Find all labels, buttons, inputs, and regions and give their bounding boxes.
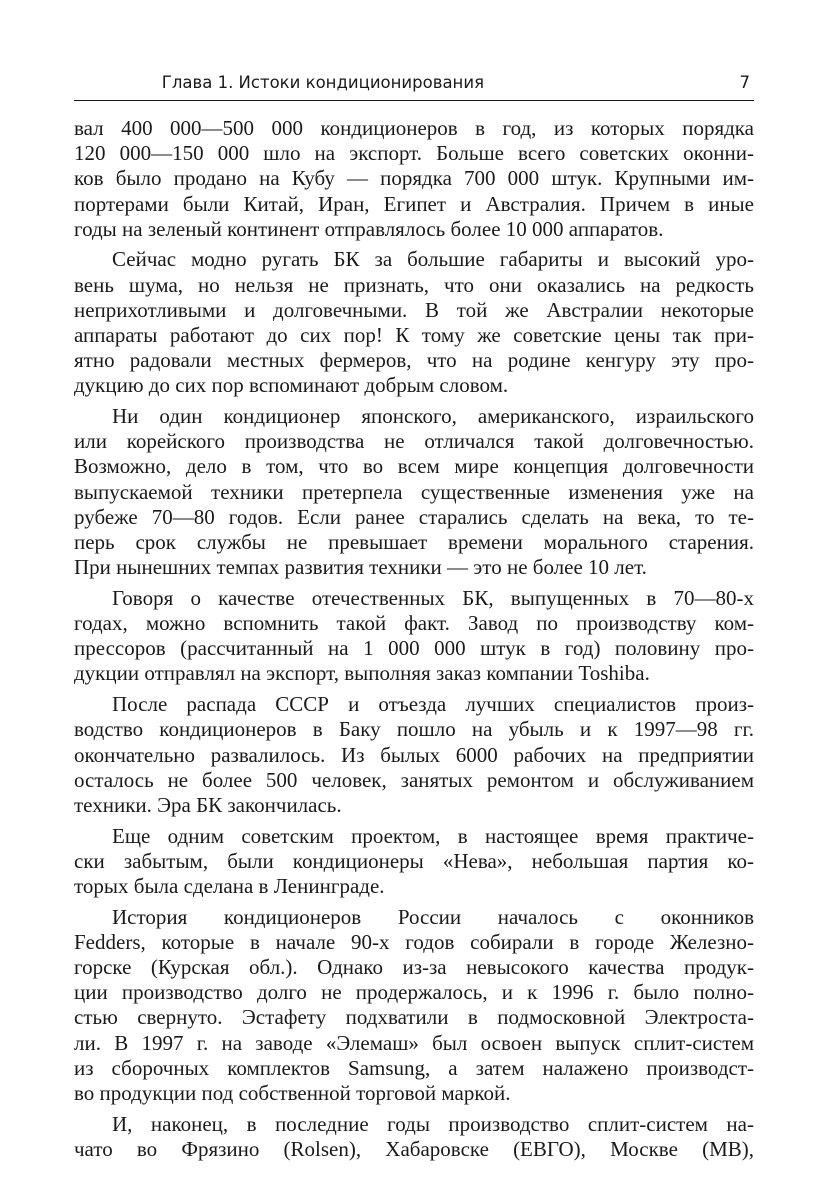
text-line: ции производство долго не продержалось, и к 1996 г. было полно- bbox=[74, 980, 754, 1005]
text-line: При нынешних темпах развития техники — это не более 10 лет. bbox=[74, 555, 647, 580]
paragraph bbox=[74, 247, 754, 398]
text-line: осталось не более 500 человек, занятых ремонтом и обслуживанием bbox=[74, 767, 754, 792]
text-line: техники. Эра БК закончилась. bbox=[74, 792, 342, 817]
text-line: чато во Фрязино (Rolsen), Хабаровске (ЕВГО), Москве (МВ), bbox=[74, 1136, 754, 1161]
text-line: стью свернуто. Эстафету подхватили в подмосковной Электроста- bbox=[74, 1005, 754, 1030]
text-line: История кондиционеров России началось с оконников bbox=[112, 904, 754, 929]
text-line: водство кондиционеров в Баку пошло на убыль и к 1997—98 гг. bbox=[74, 717, 754, 742]
chapter-title: Глава 1. Истоки кондиционирования bbox=[161, 73, 484, 92]
text-line: ски забытым, были кондиционеры «Нева», небольшая партия ко- bbox=[74, 848, 754, 873]
text-line: портерами были Китай, Иран, Египет и Австралия. Причем в иные bbox=[74, 191, 754, 216]
running-header bbox=[74, 74, 754, 101]
text-line: аппараты работают до сих пор! К тому же советские цены так при- bbox=[74, 323, 754, 347]
text-line: Ни один кондиционер японского, американского, израильского bbox=[112, 404, 754, 429]
text-line: Еще одним советским проектом, в настоящее время практиче- bbox=[112, 823, 754, 848]
text-line: перь срок службы не превышает времени морального старения. bbox=[74, 530, 754, 554]
text-line: После распада СССР и отъезда лучших специалистов произ- bbox=[112, 692, 754, 717]
text-line: Говоря о качестве отечественных БК, выпущенных в 70—80-х bbox=[112, 585, 754, 610]
text-line: И, наконец, в последние годы производство сплит-систем на- bbox=[112, 1111, 754, 1136]
text-line: годы на зеленый континент отправлялось более 10 000 аппаратов. bbox=[74, 216, 664, 241]
text-line: во продукции под собственной торговой маркой. bbox=[74, 1080, 511, 1105]
paragraph bbox=[74, 586, 754, 687]
paragraph bbox=[74, 692, 754, 818]
paragraph bbox=[74, 404, 754, 580]
text-line: годах, можно вспомнить такой факт. Завод по производству ком- bbox=[74, 611, 754, 636]
text-line: ятно радовали местных фермеров, что на родине кенгуру эту про- bbox=[74, 348, 754, 373]
text-line: горске (Курская обл.). Однако из-за невысокого качества продук- bbox=[74, 955, 754, 979]
text-line: вал 400 000—500 000 кондиционеров в год, из которых порядка bbox=[74, 116, 754, 140]
text-line: ли. В 1997 г. на заводе «Элемаш» был освоен выпуск сплит-систем bbox=[74, 1030, 754, 1055]
text-line: окончательно развалилось. Из былых 6000 рабочих на предприятии bbox=[74, 742, 754, 767]
page-number: 7 bbox=[739, 73, 750, 92]
text-line: выпускаемой техники претерпела существенные изменения уже на bbox=[74, 479, 754, 504]
text-line: вень шума, но нельзя не признать, что они оказались на редкость bbox=[74, 272, 754, 297]
text-line: торых была сделана в Ленинграде. bbox=[74, 873, 385, 898]
paragraph bbox=[74, 905, 754, 1107]
text-line: дукции отправлял на экспорт, выполняя заказ компании Toshiba. bbox=[74, 661, 650, 686]
paragraph bbox=[74, 116, 754, 242]
text-line: прессоров (рассчитанный на 1 000 000 штук в год) половину про- bbox=[74, 636, 754, 661]
text-line: или корейского производства не отличался такой долговечностью. bbox=[74, 429, 754, 454]
text-line: рубеже 70—80 годов. Если ранее старались сделать на века, то те- bbox=[74, 504, 754, 529]
text-line: Fedders, которые в начале 90-х годов собирали в городе Железно- bbox=[74, 929, 754, 954]
text-line: 120 000—150 000 шло на экспорт. Больше всего советских оконни- bbox=[74, 141, 754, 166]
text-line: дукцию до сих пор вспоминают добрым словом. bbox=[74, 373, 509, 398]
text-line: из сборочных комплектов Samsung, а затем налажено производст- bbox=[74, 1055, 754, 1080]
text-line: Возможно, дело в том, что во всем мире концепция долговечности bbox=[74, 454, 754, 479]
text-line: неприхотливыми и долговечными. В той же Австралии некоторые bbox=[74, 297, 754, 322]
body-text bbox=[74, 116, 754, 1168]
text-line: Сейчас модно ругать БК за большие габариты и высокий уро- bbox=[112, 247, 754, 272]
paragraph bbox=[74, 1112, 754, 1162]
paragraph bbox=[74, 824, 754, 900]
text-line: ков было продано на Кубу — порядка 700 000 штук. Крупными им- bbox=[74, 166, 754, 191]
